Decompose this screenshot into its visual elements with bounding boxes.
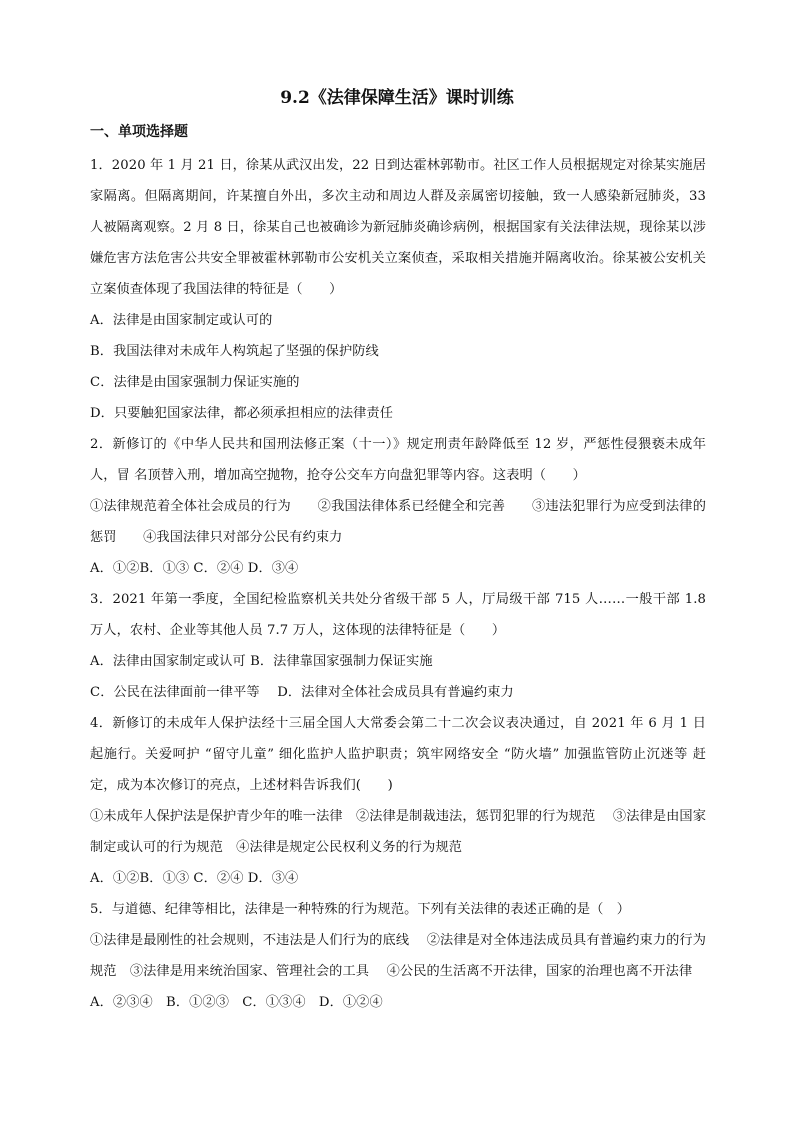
question-1-option-a: A．法律是由国家制定或认可的	[90, 313, 273, 328]
question-1-option-c: C．法律是由国家强制力保证实施的	[90, 375, 300, 390]
section-heading: 一、单项选择题	[90, 124, 188, 140]
question-1-option-d: D．只要触犯国家法律，都必须承担相应的法律责任	[90, 406, 393, 421]
question-4-options: A．①②B．①③ C．②④ D．③④	[90, 871, 299, 886]
question-3-options-cd: C．公民在法律面前一律平等 D．法律对全体社会成员具有普遍约束力	[90, 685, 514, 700]
question-1-stem: 1．2020 年 1 月 21 日，徐某从武汉出发，22 日到达霍林郭勒市。社区工作人员根据规定对徐某实施居家隔离。但隔离期间，许某擅自外出，多次主动和周边人群及亲属密切接触，致一人感染新冠肺炎，33 人被隔离观察。2 月 8 日，徐某自己也被确诊为新冠肺炎确诊病例，根据国家有关法律法规，现徐某以涉嫌危害方法危害公共安全罪被霍林郭勒市公安机关立案侦查，采取相关措施并隔离收治。徐某被公安机关立案侦查体现了我国法律的特征是（ ）	[90, 158, 706, 297]
document-title: 9.2《法律保障生活》课时训练	[280, 88, 514, 108]
question-4-stem: 4．新修订的未成年人保护法经十三届全国人大常委会第二十二次会议表决通过，自 2021 年 6 月 1 日起施行。关爱呵护 “留守儿童” 细化监护人监护职责；筑牢网络安全 “防火墙” 加强监管防止沉迷等 赶定，成为本次修订的亮点，上述材料告诉我们( )	[90, 716, 706, 793]
question-1-option-b: B．我国法律对未成年人构筑起了坚强的保护防线	[90, 344, 379, 359]
question-4-statements: ①未成年人保护法是保护青少年的唯一法律 ②法律是制裁违法，惩罚犯罪的行为规范 ③法律是由国家制定或认可的行为规范 ④法律是规定公民权利义务的行为规范	[90, 809, 706, 855]
question-2-stem: 2．新修订的《中华人民共和国刑法修正案（十一）》规定刑责年龄降低至 12 岁，严惩性侵猥亵未成年人，冒 名顶替入刑，增加高空抛物，抢夺公交车方向盘犯罪等内容。这表明（ ）	[90, 437, 706, 483]
question-5-statements: ①法律是最刚性的社会规则，不违法是人们行为的底线 ②法律是对全体违法成员具有普遍约束力的行为规范 ③法律是用来统治国家、管理社会的工具 ④公民的生活离不开法律，国家的治理也离不开法律	[90, 933, 706, 979]
question-3-options-ab: A．法律由国家制定或认可 B．法律靠国家强制力保证实施	[90, 654, 433, 669]
question-2-statements: ①法律规范着全体社会成员的行为 ②我国法律体系已经健全和完善 ③违法犯罪行为应受到法律的惩罚 ④我国法律只对部分公民有约束力	[90, 499, 706, 545]
question-content	[90, 150, 706, 1018]
question-3-stem: 3．2021 年第一季度，全国纪检监察机关共处分省级干部 5 人，厅局级干部 715 人……一般干部 1.8 万人，农村、企业等其他人员 7.7 万人，这体现的法律特征是（ ）	[90, 592, 706, 638]
question-5-stem: 5．与道德、纪律等相比，法律是一种特殊的行为规范。下列有关法律的表述正确的是（ ）	[90, 902, 630, 917]
question-2-options: A．①②B．①③ C．②④ D．③④	[90, 561, 299, 576]
question-5-options: A．②③④ B．①②③ C．①③④ D．①②④	[90, 995, 383, 1010]
